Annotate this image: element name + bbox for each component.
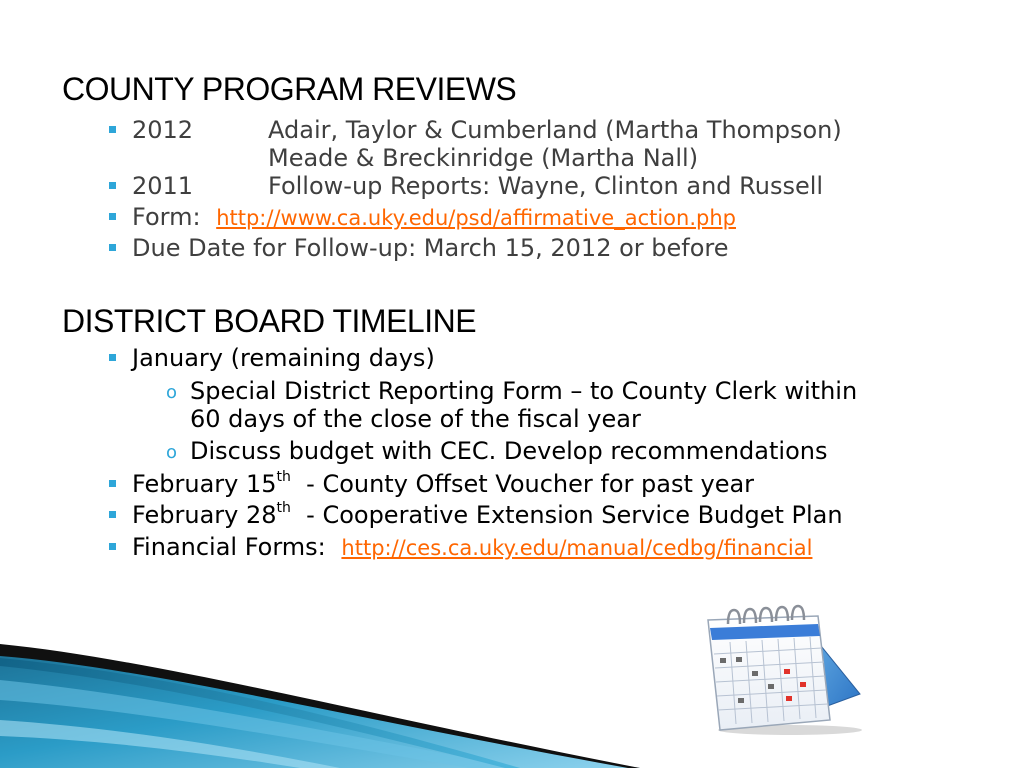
calendar-icon [690, 598, 870, 738]
sub-item-reporting-form-cont [190, 405, 641, 433]
square-bullet-icon [109, 480, 116, 487]
district-timeline-heading: DISTRICT BOARD TIMELINE [62, 303, 477, 339]
square-bullet-icon [109, 213, 116, 220]
feb15-text: - County Offset Voucher for past year [290, 470, 755, 498]
feb28-suffix: th [276, 500, 291, 516]
bullet-feb28 [132, 501, 843, 529]
bullet-2012-year: 2012 [132, 116, 194, 144]
square-bullet-icon [109, 511, 116, 518]
feb28-text: - Cooperative Extension Service Budget Plan [290, 501, 843, 529]
feb15-date: February 15 [132, 470, 277, 498]
bullet-due-date [132, 234, 729, 262]
county-reviews-heading: COUNTY PROGRAM REVIEWS [62, 71, 517, 107]
bullet-2011-year: 2011 [132, 172, 194, 200]
form-label: Form: [132, 203, 201, 231]
sub-item-reporting-form [166, 377, 858, 405]
bullet-january [132, 344, 435, 372]
reporting-form-line1: Special District Reporting Form – to County Clerk within [190, 377, 858, 405]
january-text: January (remaining days) [132, 344, 435, 372]
discuss-budget-text: Discuss budget with CEC. Develop recommendations [190, 437, 828, 465]
sub-item-discuss-budget [166, 437, 828, 465]
circle-bullet-icon: o [166, 382, 178, 403]
due-date-text: Due Date for Follow-up: March 15, 2012 or before [132, 234, 729, 262]
affirmative-action-link[interactable]: http://www.ca.uky.edu/psd/affirmative_action.php [216, 206, 736, 230]
square-bullet-icon [109, 543, 116, 550]
feb28-date: February 28 [132, 501, 277, 529]
square-bullet-icon [109, 354, 116, 361]
square-bullet-icon [109, 244, 116, 251]
square-bullet-icon [109, 126, 116, 133]
bullet-2012-line1: Adair, Taylor & Cumberland (Martha Thompson) [268, 116, 842, 144]
square-bullet-icon [109, 182, 116, 189]
bullet-2011 [132, 172, 824, 200]
bullet-2012 [132, 116, 842, 172]
reporting-form-line2: 60 days of the close of the fiscal year [190, 405, 641, 433]
financial-forms-link[interactable]: http://ces.ca.uky.edu/manual/cedbg/financial [341, 536, 813, 560]
bullet-form [132, 203, 736, 232]
bullet-2012-line2: Meade & Breckinridge (Martha Nall) [268, 144, 699, 172]
bullet-financial-forms [132, 533, 812, 562]
bullet-2011-line1: Follow-up Reports: Wayne, Clinton and Russell [268, 172, 824, 200]
bullet-feb15 [132, 470, 754, 498]
circle-bullet-icon: o [166, 442, 178, 463]
financial-forms-label: Financial Forms: [132, 533, 326, 561]
decorative-swoosh [0, 600, 640, 768]
feb15-suffix: th [276, 469, 291, 485]
